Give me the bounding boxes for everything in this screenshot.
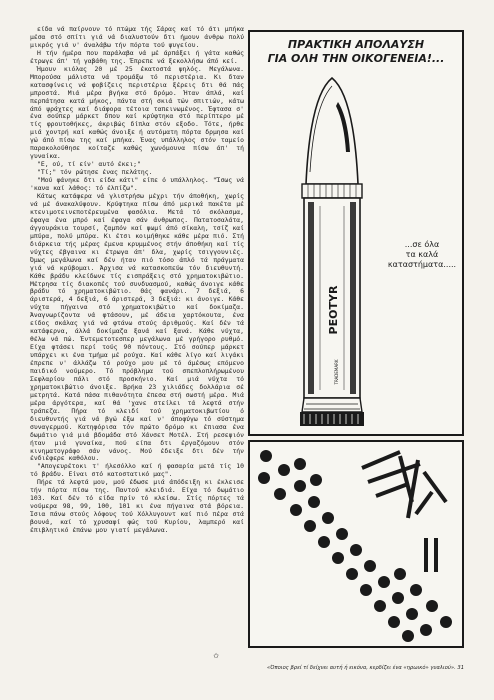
- page-number: 31: [457, 665, 464, 671]
- article-paragraph: "Τί;" τόν ρώτησε ένας πελάτης.: [37, 168, 153, 177]
- puzzle-dots: [258, 450, 452, 642]
- ad-tagline: [387, 240, 457, 270]
- ad-tagline-line: τα καλά: [405, 250, 439, 259]
- dot-and-stick-puzzle-art: [250, 442, 462, 646]
- puzzle-illustration-box: [248, 440, 464, 648]
- article-text-column: [30, 26, 244, 662]
- ad-tagline-line: ...σε όλα: [404, 240, 440, 249]
- article-paragraph: "Ε, ού, τί είν' αυτό έκει;": [37, 160, 141, 169]
- ad-tagline-line: καταστήματα.....: [387, 260, 457, 269]
- article-paragraph: "Απογευρέτοκι τ' ήλεσόλλο καί ή φασαρία μετά τίς 10 τό βράδυ. Είναι στό κατοστατικό μας".: [30, 462, 244, 479]
- puzzle-caption: [248, 665, 464, 671]
- caption-text: «Όποιος βρεί τί δείχνει αυτή ή εικόνα, κερδίζει ένα «ηρωικό» γυαλιού».: [266, 665, 456, 671]
- tube-trademark-label: TRADEMARK: [334, 359, 339, 385]
- article-paragraph: Ήμουν κιόλας 20 μέ 25 έκατοστά ψηλός. Μεγάλωνα. Μπορούσα μάλιστα νά τρομάξω τό περιστέρια. Κι δταν κατασφίνεις νά φοβίζεις περιστέρια ξέρεις δτι θά πάς μπροστά. Μιά μέρα βγήκα στό δρόμο. Ήταν άπλά, καί περπάτησα κατά μήκος, πάντα στή σκιά τών σπιτιών, κάτω άπό ψράχτες καί διάφορα τέτοια ταπεινωμένος. Έφτασα σ' ένα σούπερ μάρκετ δπου καί κρύφτηκα στό περίπτερο μέ τίς φρουτοθήκες, άκριβώς δίπλα στόν εξοδο. Τότε, ήρθε μιά χοντρή καί καθώς άνοιξε ή αυτόματη πόρτα δρμησα καί γώ άπό πίσω της καί μπήκα. Ένας υπάλληλος στόν ταμείο παρακολούθησε κοίταζε καθώς χωνόμουνα πίσω άπ' τή γυναίκα.: [30, 64, 244, 161]
- ad-headline: [250, 38, 462, 66]
- ad-headline-line: ΓΙΑ ΟΛΗ ΤΗΝ ΟΙΚΟΓΕΝΕΙΑ!...: [267, 52, 445, 65]
- puzzle-sticks: [362, 452, 446, 572]
- article-paragraph: Πήρε τά λεφτά μου, μού έδωσε μιά άπόδειξη κι έκλεισε τήν πόρτα πίσω της. Παντού κλειδιά. Είχα τό δωμάτιο 103. Καί δέν τό είδα πρίν τό κλείσω. Στίς πόρτες τά νούμερα 98, 99, 100, 101 κι ένα πήγαινα στά βόρεια. Ίσια πάνω στούς λόφους τού Χόλλυγουντ καί πιό πέρα στά βουνά, καί τό χρυσαφί φώς τού Κυρίου, λαμπερό καί έπιβλητικό έπάνω μου γιατί μεγάλωνα.: [30, 478, 244, 535]
- tube-brand-label: PEOTYR: [327, 285, 340, 335]
- ad-headline-line: ΠΡΑΚΤΙΚΗ ΑΠΟΛΑΥΣΗ: [287, 38, 425, 51]
- star-icon: ✩: [213, 650, 220, 661]
- article-paragraph: είδα νά παίρνουν τό πτώμα τής Σάρας καί τό άτι μπήκα μέσα στό σπίτι γιά νά διαλυστούν δτι ήμουν άνθρω πολύ μικρός γιά ν' άναλάβω τήν πόρτα τού ψυγείου.: [30, 26, 244, 49]
- tube-product-illustration: [292, 72, 372, 432]
- advertisement-box: [248, 30, 464, 436]
- article-paragraph: Η τήν ήμέρα που παράλαβα νά μέ άρπάξει ή γάτα καθώς έτρωγε άπ' τή γαβάθη της. Έπρεπε νά ξεκολλήσω άπό κεί.: [30, 48, 244, 65]
- article-paragraph: Κάτως κατάφερα νά γλιστρήσω μέχρι τήν άποθήκη, χωρίς νά μέ άνακαλύψουν. Κρύφτηκα πίσω άπό μερικά πακέτα μέ κτενιμοτεινεποτέρευμένα φασόλια. Μετά τό σκόλασμα, έφαγα ένα μπρό καί έφαγα σάν άνθρωπος. Πατατοσαλάτα, άγγουράκια τουρσί, ζαμπόν καί ψωμί άπό σίκαλη, τσίζ καί μπύρα, πολύ μπύρα. Κι έτσι κοιμήθηκε κάθε μέρα πιό. Στή διάρκεια τής μέρας έμενα κρυμμένος στήν άποθήκη καί τίς νύχτες έβγαινα κι έτρωγα άπ' δλα, χωρίς τσιγγουνιές. Όμως μεγάλωνα καί δέν ήταν πιό τόσο άπλό τά πράγματα γιά νά κρύβομαι. Άρχισα νά κατασκοπεύω τόν διευθυντή. Κάθε βράδυ κλείδωνε τίς εισπράξεις στό χρηματοκιβώτιο. Μέτρησα τίς διακοπές τού συνδυασμού, καθώς άνοιγε κάθε βράδυ τό χρηματοκιβώτιο. Θάς φανάρι. 7 δεξιά, 6 άριστερά, 4 δεξιά, 6 άριστερά, 3 δεξιά: κι άνοιγε. Κάθε νύχτα πήγαινα στό χρηματοκιβώτιο καί δοκίμαζα. Άναγνωρίζοντα νά φτάσουν, μέ άδεια χαρτόκουτα, ένα είδος σκάλας γιά νά φτάνω στούς άριθμούς. Καί δέν τά κατάφερνα, άλλά δοκίμαζα ξανά καί ξανά. Κάθε νύχτα, θέλω νά πώ. Έντεμετοτεσπερ μεγάλωνα μέ γρήγορο ρυθμό. Είχα φτάσει περί τούς 90 πόντους. Στό σούπερ μάρκετ υπάρχει κι ένα τμήμα μέ ρούχα. Καί κάθε λίγο καί λιγάκι έπρεπε ν' άλλάζω τό ρούχο μου μέ τό άμέσως επόμενο παιδικό νούμερο. Τό πρόβλημα τού σπεπλοπλήρωμένου Σεφλαρίου πάλι στό προσκήνιο. Καί μιά νύχτα τό χρηματοκιβώτιο άνοιξε. Βρήκα 23 χιλιάδες δολλάρια σέ μετρητά. Κατά πάσα πιθανότητα έπεσα στή σωστή μέρα. Μιά μέρα άργότερα, καί θά 'χανε στείλει τά λεφτά στήν τράπεζα. Πήρα τό κλειδί τού χρηματοκιβωτίου ό διευθυντής γιά νά βγώ έξω καί ν' άποφύγω τό σύστημα συναγερμού. Κατηφόρισα τόν πρώτο δρόμο κι έπιασα ένα δωμάτιο γιά μιά βδομάδα στό Χάνσετ Μοτέλ. Στή ρεσεψιόν ήταν μιά γυναίκα, πού είπα δτι έργαζόμουν στόν κινηματογράφο σάν νάνος. Μού έδειξε δτι δέν τήν ένδιέφερε καθόλου.: [30, 192, 244, 463]
- article-paragraph: "Μού φάνηκε δτι είδα κάτι" είπε ό υπάλληλος. "Ίσως νά 'κανα καί λάθος: τό έλπίζω".: [30, 176, 244, 193]
